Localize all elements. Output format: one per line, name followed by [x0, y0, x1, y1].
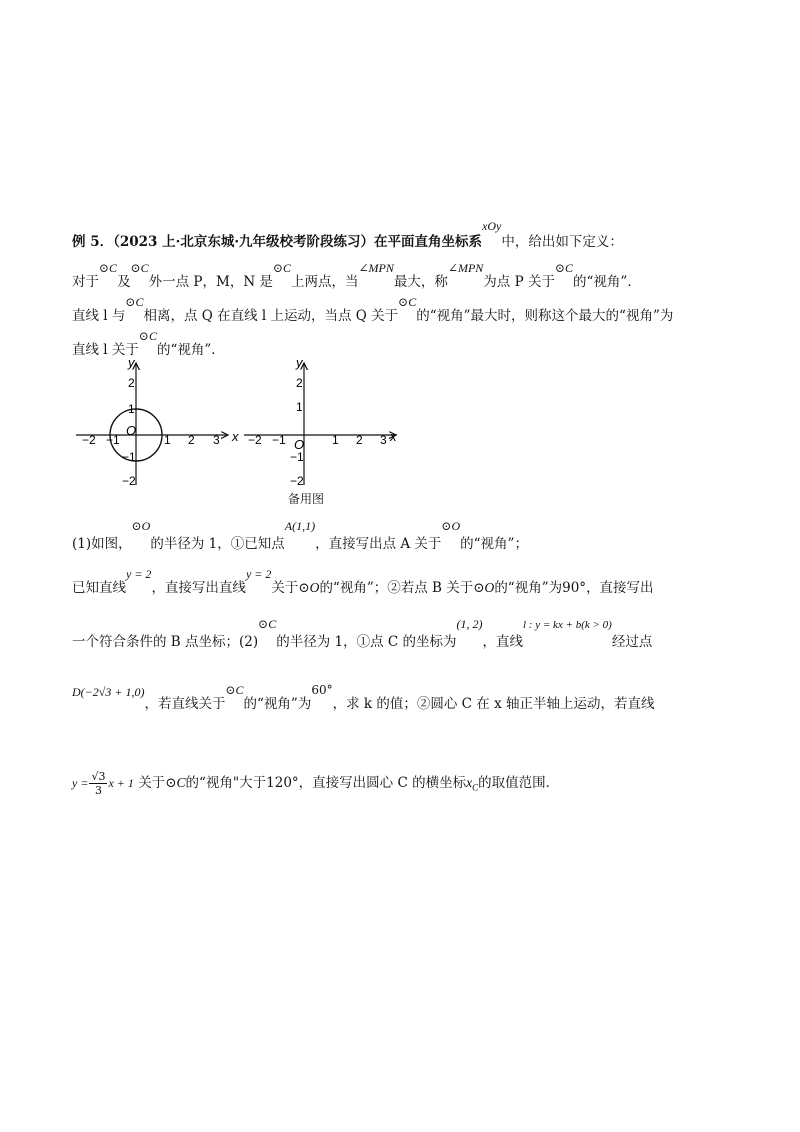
- y-tick-label: 2: [128, 376, 135, 390]
- title-suffix: 中，给出如下定义：: [501, 234, 623, 250]
- definition-line-1: [72, 261, 641, 290]
- subscript-c: C: [472, 782, 479, 793]
- text: 的半径为 1，①已知点: [150, 536, 285, 552]
- point-a: A(1,1): [284, 519, 316, 533]
- text: 外一点 P，M，N 是: [148, 274, 273, 290]
- text: 上两点，当: [291, 274, 359, 290]
- circle-c-symbol: ⊙C: [258, 617, 277, 631]
- line-l-equation: l : y = kx + b(k > 0): [523, 619, 612, 631]
- x-tick-label: 3: [380, 433, 387, 447]
- text: ，直接写出: [586, 580, 654, 596]
- text: ，求 k 的值；②圆心 C 在 x 轴正半轴上运动，若直线: [332, 696, 655, 712]
- y-tick-label: −1: [290, 450, 304, 464]
- angle-60: 60°: [311, 683, 333, 697]
- figure-circle-o: [70, 355, 240, 495]
- x-axis-label: x: [390, 429, 397, 444]
- circle-c-symbol: ⊙C: [554, 261, 574, 275]
- y-tick-label: −2: [122, 474, 136, 488]
- circle-c-symbol: ⊙C: [99, 261, 118, 275]
- origin-label: O: [126, 423, 137, 438]
- text: 相离，点 Q 在直线 l 上运动，当点 Q 关于: [143, 308, 399, 324]
- x-tick-label: −1: [106, 433, 120, 447]
- text: ，若直线关于: [144, 696, 226, 712]
- text: (1)如图，: [72, 536, 132, 552]
- text: ，直线: [482, 634, 523, 650]
- fraction-numerator: √3: [91, 770, 106, 783]
- y-tick-label: −2: [290, 474, 304, 488]
- y-axis-label: y: [296, 355, 303, 370]
- y-axis-label: y: [128, 355, 135, 370]
- y-tick-label: 1: [296, 400, 303, 414]
- x-tick-label: −2: [248, 433, 262, 447]
- text: 的“视角"大于: [185, 775, 267, 791]
- equation-y: y =: [72, 776, 89, 790]
- text: 的“视角”最大时，则称这个最大的“视角”为: [416, 308, 674, 324]
- x-tick-label: 1: [332, 433, 339, 447]
- question-1-line-1: [72, 519, 528, 552]
- text: 的“视角”．: [156, 342, 225, 358]
- text: 的“视角”为: [243, 696, 312, 712]
- angle-90: 90°: [562, 580, 587, 596]
- title-prefix: 例 5．（2023 上·北京东城·九年级校考阶段练习）在平面直角坐标系: [72, 234, 483, 250]
- x-tick-label: −2: [82, 433, 96, 447]
- text: 经过点: [611, 634, 653, 650]
- question-line-3: [72, 617, 653, 650]
- text: 的“视角”；②若点 B 关于: [319, 580, 474, 596]
- angle-120: 120°: [266, 775, 299, 791]
- equation-y-2: y = 2: [126, 567, 152, 581]
- text: 最大，称: [393, 274, 448, 290]
- y-tick-label: −1: [122, 450, 136, 464]
- circle-c-symbol: ⊙C: [138, 329, 157, 343]
- definition-line-2: [72, 295, 674, 324]
- text: 的“视角”；: [460, 536, 528, 552]
- y-tick-label: 2: [296, 376, 303, 390]
- text: 对于: [72, 274, 99, 290]
- circle-c-symbol: ⊙C: [225, 683, 244, 697]
- text: 直线 l 关于: [72, 342, 139, 358]
- text: 关于: [271, 580, 299, 596]
- y-tick-label: 1: [128, 402, 135, 416]
- angle-mpn: ∠MPN: [447, 261, 484, 275]
- text: ，直接写出直线: [151, 580, 246, 596]
- angle-mpn: ∠MPN: [358, 261, 394, 275]
- text: 的“视角”．: [573, 274, 641, 290]
- text: 已知直线: [72, 580, 126, 596]
- origin-label: O: [294, 437, 305, 452]
- text: ，直接写出圆心 C 的横坐标: [298, 775, 467, 791]
- x-coordinate-symbol: x: [466, 775, 473, 790]
- coordinate-system-label: xOy: [482, 219, 502, 233]
- circle-c-symbol: ⊙C: [125, 295, 144, 309]
- x-tick-label: −1: [272, 433, 286, 447]
- circle-c-symbol: ⊙C: [130, 261, 149, 275]
- question-line-5: [72, 770, 559, 797]
- text: 的“视角”为: [494, 580, 563, 596]
- circle-c-symbol: ⊙C: [398, 295, 417, 309]
- x-axis-label: x: [232, 429, 239, 444]
- figure-spare-axes: [238, 355, 408, 495]
- circle-o-symbol: ⊙O: [131, 519, 151, 533]
- text: 的取值范围．: [478, 775, 560, 791]
- equation-y-2: y = 2: [245, 567, 272, 581]
- x-tick-label: 2: [188, 433, 195, 447]
- text: 为点 P 关于: [483, 274, 555, 290]
- x-tick-label: 1: [164, 433, 171, 447]
- fraction-sqrt3-over-3: [89, 770, 107, 797]
- circle-o-symbol: ⊙O: [441, 519, 461, 533]
- text: 及: [117, 274, 131, 290]
- point-d: D(−2√3 + 1,0): [72, 685, 145, 699]
- circle-o-symbol: ⊙O: [298, 580, 320, 595]
- text: ，直接写出点 A 关于: [315, 536, 442, 552]
- question-line-4: [72, 683, 655, 712]
- circle-o-symbol: ⊙O: [473, 580, 495, 595]
- equation-tail: x + 1: [108, 776, 134, 790]
- figure-caption: 备用图: [288, 492, 325, 506]
- circle-c-symbol: ⊙C: [165, 775, 186, 790]
- text: 一个符合条件的 B 点坐标；(2): [72, 634, 259, 650]
- problem-title: [72, 219, 623, 250]
- text: 关于: [138, 775, 166, 791]
- question-1-line-2: [72, 567, 654, 596]
- text: 的半径为 1，①点 C 的坐标为: [276, 634, 457, 650]
- circle-c-symbol: ⊙C: [272, 261, 291, 275]
- fraction-denominator: 3: [94, 784, 102, 797]
- x-tick-label: 3: [213, 433, 220, 447]
- point-c-coordinates: (1, 2): [456, 617, 483, 631]
- text: 直线 l 与: [72, 308, 126, 324]
- x-tick-label: 2: [356, 433, 363, 447]
